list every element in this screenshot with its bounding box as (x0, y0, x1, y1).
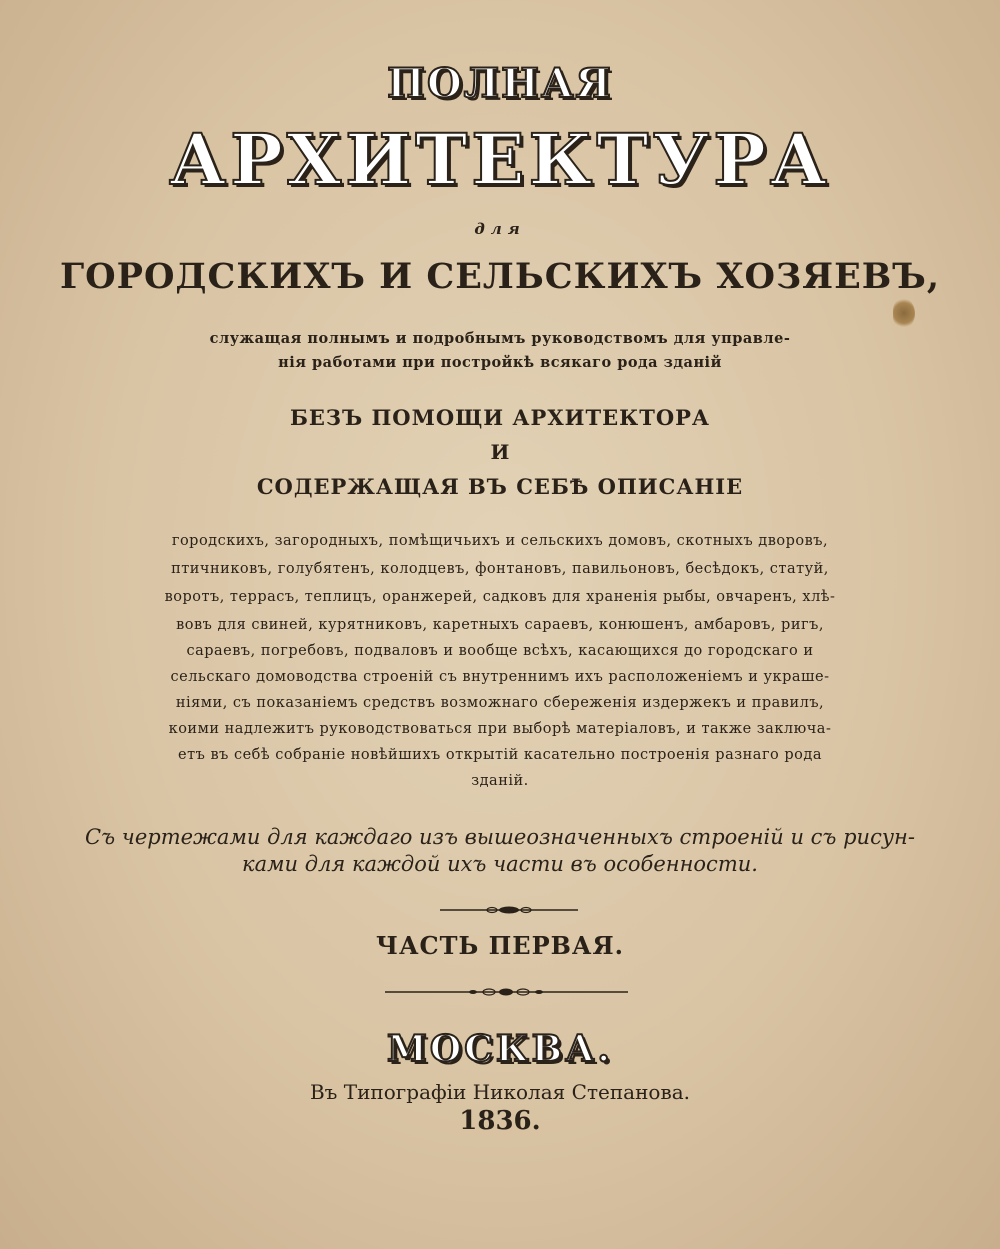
body-line: коими надлежитъ руководствоваться при выборѣ матеріаловъ, и также заключа- (168, 721, 832, 737)
printer-line: Въ Типографіи Николая Степанова. (309, 1080, 691, 1104)
title-connector: для (474, 220, 526, 238)
publication-city: МОСКВА. (387, 1028, 613, 1070)
body-line: зданій. (471, 773, 529, 789)
heading-contents: СОДЕРЖАЩАЯ ВЪ СЕБѢ ОПИСАНІЕ (256, 474, 744, 499)
italic-note-line-1: Съ чертежами для каждаго изъ вышеозначенныхъ строеній и съ рисун- (85, 825, 915, 849)
title-audience: ГОРОДСКИХЪ И СЕЛЬСКИХЪ ХОЗЯЕВЪ, (59, 256, 941, 297)
body-line: воротъ, террасъ, теплицъ, оранжерей, садковъ для храненія рыбы, овчаренъ, хлѣ- (164, 589, 836, 605)
body-line: вовъ для свиней, курятниковъ, каретныхъ сараевъ, конюшенъ, амбаровъ, ригъ, (176, 617, 824, 633)
body-line: етъ въ себѣ собраніе новѣйшихъ открытій касательно построенія разнаго рода (178, 747, 822, 763)
heading-and: И (490, 440, 510, 464)
ornament-divider-top (440, 904, 578, 916)
body-line: сельскаго домоводства строеній съ внутреннимъ ихъ расположеніемъ и украше- (170, 669, 830, 685)
title-line-1: ПОЛНАЯ (387, 60, 613, 107)
paper-stain (893, 298, 915, 328)
ornament-divider-bottom (385, 986, 628, 998)
subtitle-line-1: служащая полнымъ и подробнымъ руководствомъ для управле- (209, 330, 791, 347)
body-line: городскихъ, загородныхъ, помѣщичьихъ и сельскихъ домовъ, скотныхъ дворовъ, (171, 533, 829, 549)
italic-note-line-2: ками для каждой ихъ части въ особенности. (242, 852, 758, 876)
publication-year: 1836. (459, 1106, 541, 1136)
title-main: АРХИТЕКТУРА (169, 118, 831, 201)
part-label: ЧАСТЬ ПЕРВАЯ. (376, 931, 624, 960)
body-line: сараевъ, погребовъ, подваловъ и вообще всѣхъ, касающихся до городскаго и (186, 643, 814, 659)
body-line: ніями, съ показаніемъ средствъ возможнаго сбереженія издержекъ и правилъ, (175, 695, 825, 711)
body-line: птичниковъ, голубятенъ, колодцевъ, фонтановъ, павильоновъ, бесѣдокъ, статуй, (171, 561, 829, 577)
heading-without-architect: БЕЗЪ ПОМОЩИ АРХИТЕКТОРА (289, 405, 711, 430)
subtitle-line-2: нія работами при постройкѣ всякаго рода зданій (278, 354, 722, 371)
